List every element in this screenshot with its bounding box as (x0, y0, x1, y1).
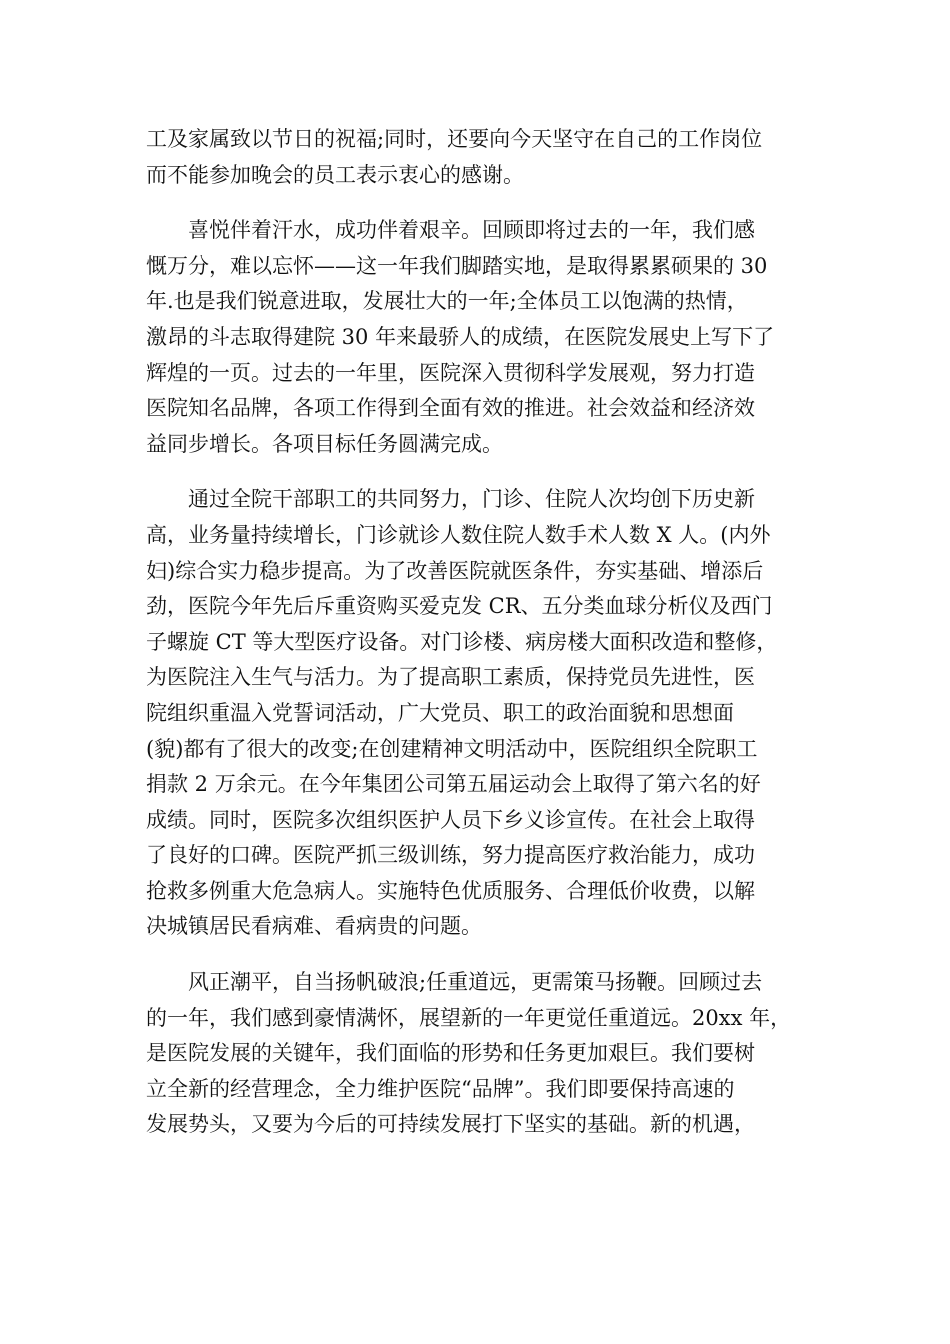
paragraph-2 (146, 213, 806, 462)
text-line: 成绩。同时，医院多次组织医护人员下乡义诊宣传。在社会上取得 (146, 807, 755, 832)
text-line: 益同步增长。各项目标任务圆满完成。 (146, 431, 503, 456)
text-line: 劲，医院今年先后斥重资购买爱克发 CR、五分类血球分析仪及西门 (146, 594, 773, 619)
text-line: (貌)都有了很大的改变;在创建精神文明活动中，医院组织全院职工 (146, 736, 758, 761)
text-line: 子螺旋 CT 等大型医疗设备。对门诊楼、病房楼大面积改造和整修， (146, 629, 778, 654)
text-line: 风正潮平，自当扬帆破浪;任重道远，更需策马扬鞭。回顾过去 (188, 970, 763, 995)
text-line: 院组织重温入党誓词活动，广大党员、职工的政治面貌和思想面 (146, 700, 734, 725)
document-body (146, 122, 806, 1143)
text-line: 医院知名品牌，各项工作得到全面有效的推进。社会效益和经济效 (146, 396, 755, 421)
text-line: 辉煌的一页。过去的一年里，医院深入贯彻科学发展观，努力打造 (146, 360, 755, 385)
paragraph-1 (146, 122, 806, 193)
paragraph-3 (146, 482, 806, 945)
text-line: 为医院注入生气与活力。为了提高职工素质，保持党员先进性，医 (146, 665, 755, 690)
text-line: 捐款 2 万余元。在今年集团公司第五届运动会上取得了第六名的好 (146, 772, 761, 797)
paragraph-4 (146, 965, 806, 1143)
text-line: 妇)综合实力稳步提高。为了改善医院就医条件，夯实基础、增添后 (146, 558, 764, 583)
text-line: 激昂的斗志取得建院 30 年来最骄人的成绩，在医院发展史上写下了 (146, 324, 775, 349)
text-line: 决城镇居民看病难、看病贵的问题。 (146, 914, 482, 939)
text-line: 了良好的口碑。医院严抓三级训练，努力提高医疗救治能力，成功 (146, 843, 755, 868)
text-line: 是医院发展的关键年，我们面临的形势和任务更加艰巨。我们要树 (146, 1041, 755, 1066)
text-line: 通过全院干部职工的共同努力，门诊、住院人次均创下历史新 (188, 487, 755, 512)
text-line: 高，业务量持续增长，门诊就诊人数住院人数手术人数 X 人。(内外 (146, 522, 771, 547)
text-line: 年.也是我们锐意进取，发展壮大的一年;全体员工以饱满的热情， (146, 289, 748, 314)
text-line: 的一年，我们感到豪情满怀，展望新的一年更觉任重道远。20xx 年， (146, 1005, 792, 1030)
text-line: 慨万分，难以忘怀——这一年我们脚踏实地，是取得累累硕果的 30 (146, 253, 768, 278)
text-line: 而不能参加晚会的员工表示衷心的感谢。 (146, 162, 524, 187)
text-line: 立全新的经营理念，全力维护医院“品牌”。我们即要保持高速的 (146, 1076, 735, 1101)
text-line: 发展势头，又要为今后的可持续发展打下坚实的基础。新的机遇， (146, 1112, 755, 1137)
text-line: 抢救多例重大危急病人。实施特色优质服务、合理低价收费，以解 (146, 878, 755, 903)
text-line: 工及家属致以节日的祝福;同时，还要向今天坚守在自己的工作岗位 (146, 127, 763, 151)
text-line: 喜悦伴着汗水，成功伴着艰辛。回顾即将过去的一年，我们感 (188, 218, 755, 243)
